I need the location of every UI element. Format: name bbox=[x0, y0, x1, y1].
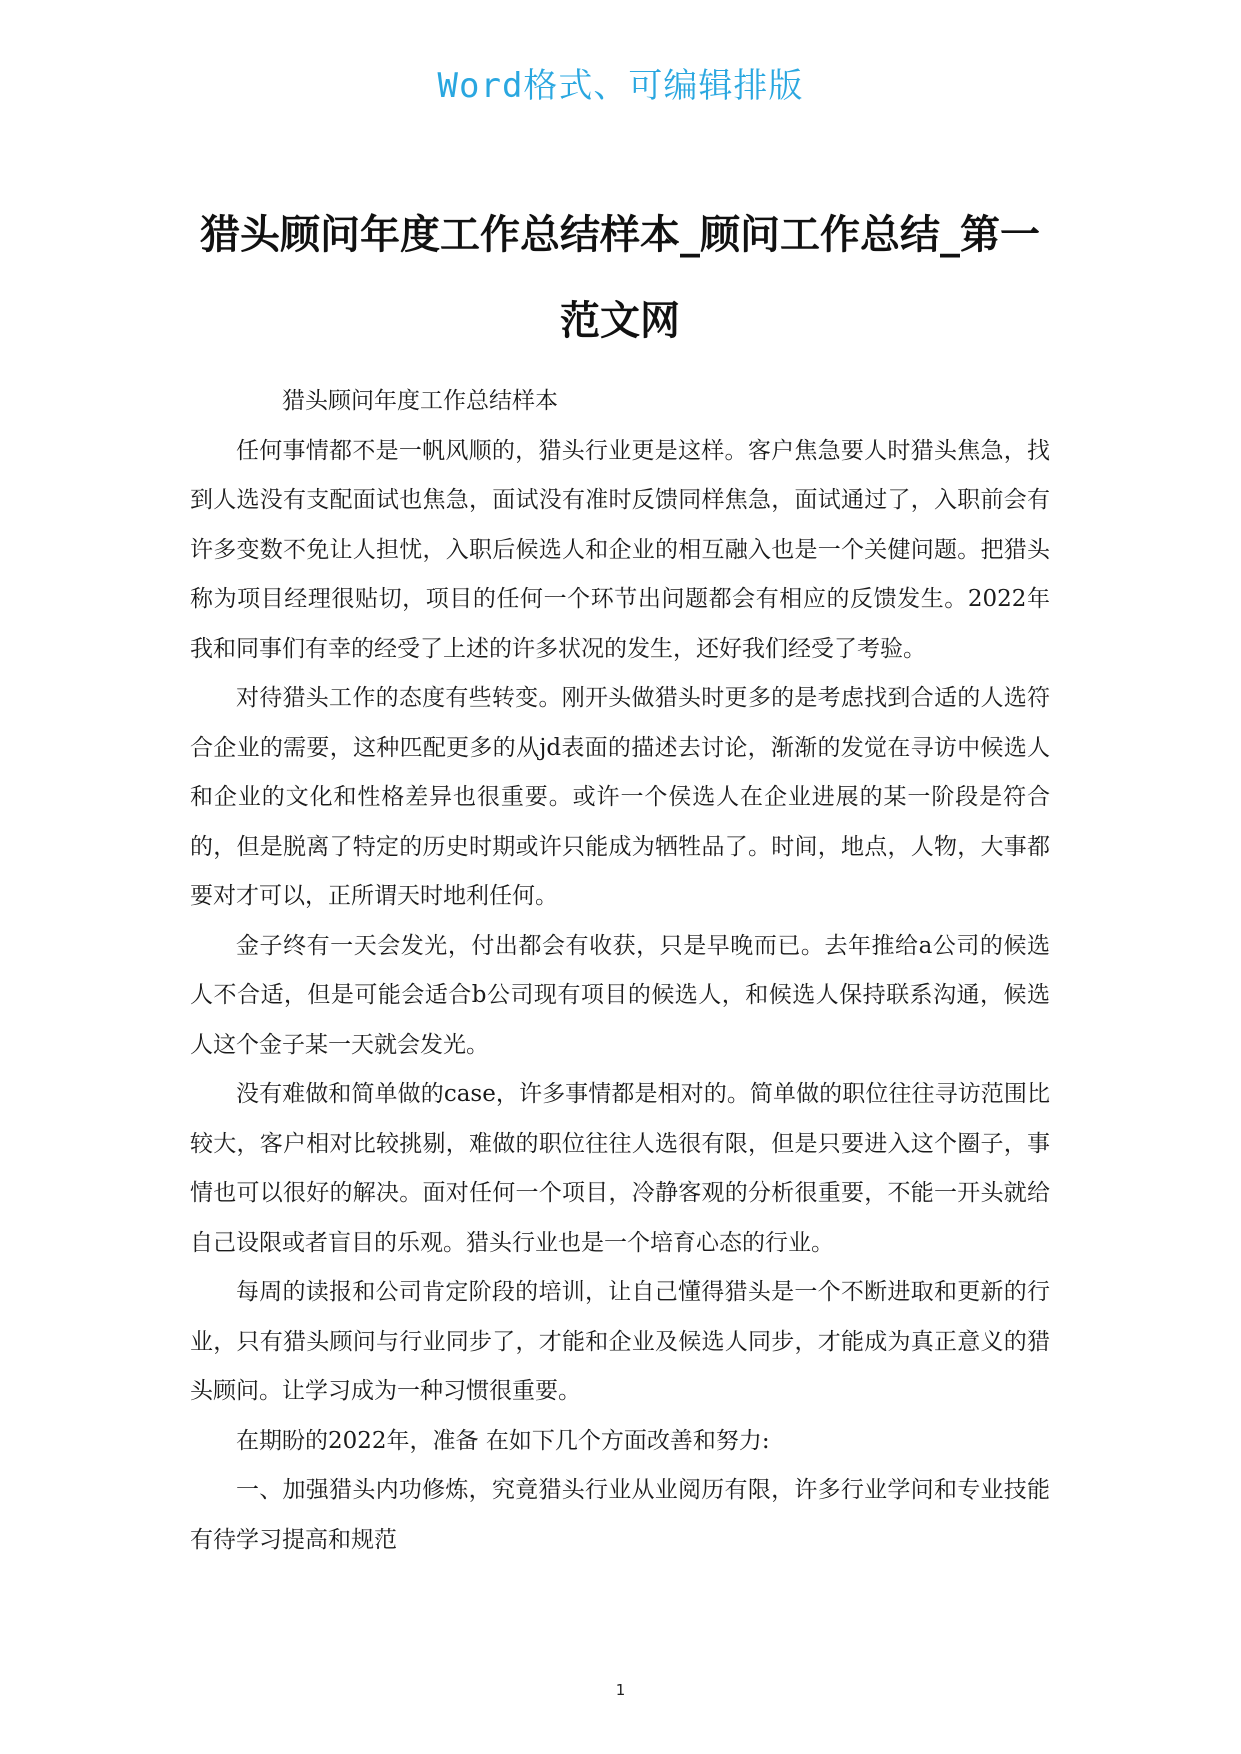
document-body bbox=[190, 377, 1050, 1565]
document-title: 猎头顾问年度工作总结样本_顾问工作总结_第一范文网 bbox=[200, 212, 1040, 344]
header-note: Word格式、可编辑排版 bbox=[437, 66, 804, 106]
paragraph-6: 在期盼的2022年，准备 在如下几个方面改善和努力: bbox=[236, 1427, 770, 1454]
paragraph-5: 每周的读报和公司肯定阶段的培训，让自己懂得猎头是一个不断进取和更新的行业，只有猎头顾问与行业同步了，才能和企业及候选人同步，才能成为真正意义的猎头顾问。让学习成为一种习惯很重要。 bbox=[190, 1279, 1050, 1404]
paragraph-1: 任何事情都不是一帆风顺的，猎头行业更是这样。客户焦急要人时猎头焦急，找到人选没有支配面试也焦急，面试没有准时反馈同样焦急，面试通过了，入职前会有许多变数不免让人担忧，入职后候选人和企业的相互融入也是一个关健问题。把猎头称为项目经理很贴切，项目的任何一个环节出问题都会有相应的反馈发生。2022年我和同事们有幸的经受了上述的许多状况的发生，还好我们经受了考验。 bbox=[190, 437, 1050, 662]
paragraph-7: 一、加强猎头内功修炼，究竟猎头行业从业阅历有限，许多行业学问和专业技能有待学习提高和规范 bbox=[190, 1477, 1050, 1553]
document-subtitle: 猎头顾问年度工作总结样本 bbox=[282, 388, 558, 414]
paragraph-3: 金子终有一天会发光，付出都会有收获，只是早晚而已。去年推给a公司的候选人不合适，但是可能会适合b公司现有项目的候选人，和候选人保持联系沟通，候选人这个金子某一天就会发光。 bbox=[190, 932, 1050, 1058]
page-number: 1 bbox=[615, 1681, 626, 1699]
paragraph-4: 没有难做和简单做的case，许多事情都是相对的。简单做的职位往往寻访范围比较大，客户相对比较挑剔，难做的职位往往人选很有限，但是只要进入这个圈子，事情也可以很好的解决。面对任何一个项目，冷静客观的分析很重要，不能一开头就给自己设限或者盲目的乐观。猎头行业也是一个培育心态的行业。 bbox=[190, 1081, 1050, 1256]
paragraph-2: 对待猎头工作的态度有些转变。刚开头做猎头时更多的是考虑找到合适的人选符合企业的需要，这种匹配更多的从jd表面的描述去讨论，渐渐的发觉在寻访中候选人和企业的文化和性格差异也很重要。或许一个侯选人在企业进展的某一阶段是符合的，但是脱离了特定的历史时期或许只能成为牺牲品了。时间，地点，人物，大事都要对才可以，正所谓天时地利任何。 bbox=[190, 685, 1050, 909]
